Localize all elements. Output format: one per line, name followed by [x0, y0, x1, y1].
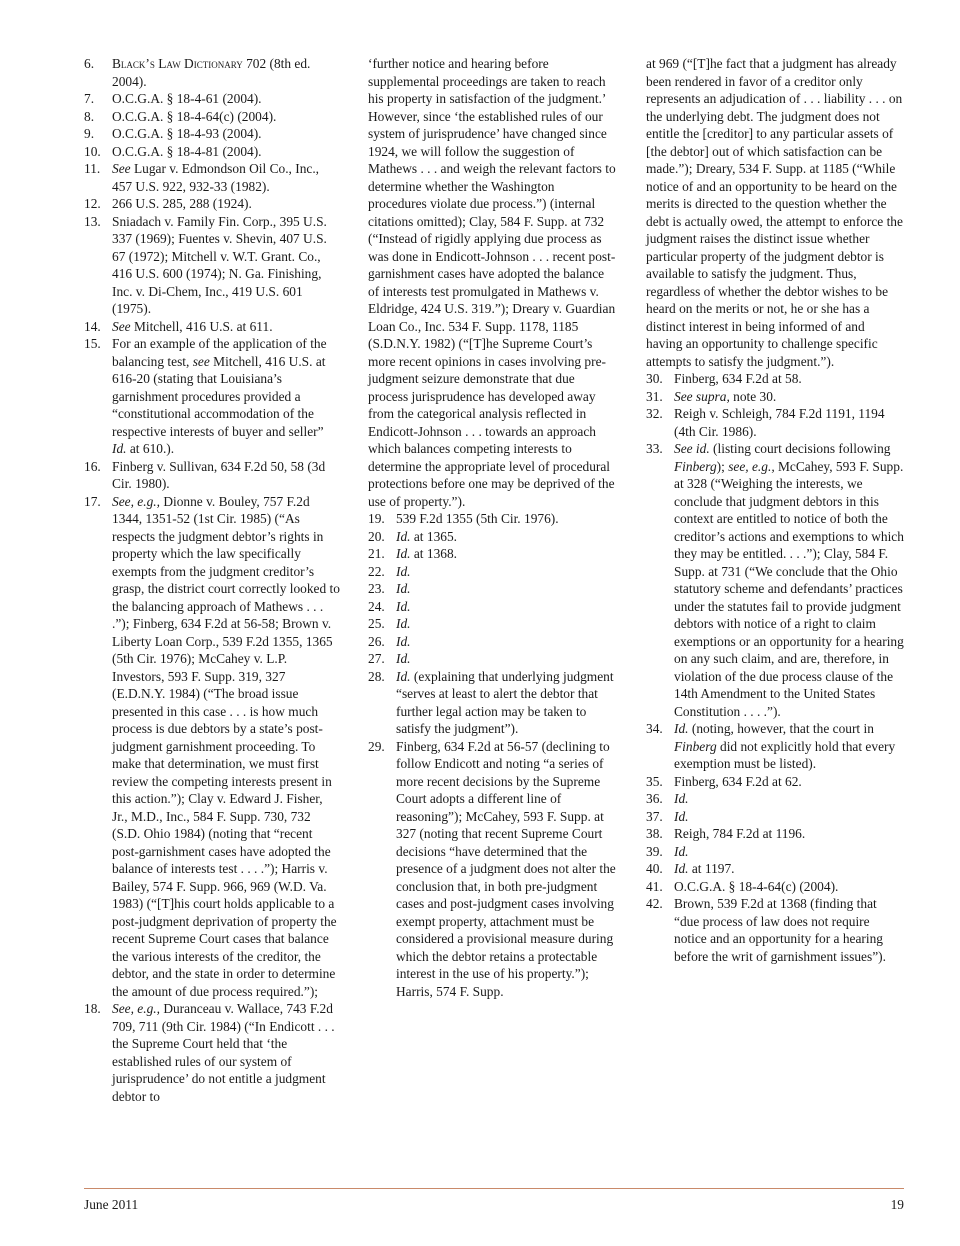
- footnote-35: 35. Finberg, 634 F.2d at 62.: [646, 773, 802, 789]
- footnote-21: 21. Id. at 1368.: [368, 546, 458, 561]
- footnote-40: 40. Id. at 1197.: [646, 861, 735, 876]
- footnote-6: 6. Black’s Law Dictionary 702 (8th ed. 2004).: [84, 56, 311, 89]
- footnote-8: 8. O.C.G.A. § 18-4-64(c) (2004).: [84, 108, 277, 124]
- footnote-42: 42. Brown, 539 F.2d at 1368 (finding that “due process of law does not require notice and an opportunity for a hearing before the writ of garnishment issues”).: [646, 896, 886, 964]
- footnote-13: 13. Sniadach v. Family Fin. Corp., 395 U.S. 337 (1969); Fuentes v. Shevin, 407 U.S. 67 (1972); Mitchell v. W.T. Grant. Co., 416 U.S. 600 (1974); N. Ga. Finishing, Inc. v. Di-Chem, Inc., 419 U.S. 601 (1975).: [84, 213, 327, 316]
- footnote-37: 37. Id.: [646, 808, 689, 824]
- footnote-38: 38. Reigh, 784 F.2d at 1196.: [646, 826, 806, 841]
- footnote-24: 24. Id.: [368, 598, 411, 614]
- footnote-27: 27. Id.: [368, 651, 411, 666]
- footnote-36: 36. Id.: [646, 791, 689, 806]
- column-3: [646, 55, 904, 965]
- footnote-12: 12. 266 U.S. 285, 288 (1924).: [84, 196, 252, 211]
- footnotes-body: [84, 55, 904, 1180]
- footnote-11: 11. See Lugar v. Edmondson Oil Co., Inc., 457 U.S. 922, 932-33 (1982).: [84, 161, 320, 194]
- column-1: [84, 55, 340, 1105]
- footnote-29-continued: at 969 (“[T]he fact that a judgment has already been rendered in favor of a creditor only represents an adjudication of . . . liability . . . on the underlying debt. The judgment does not entitle the [creditor] to any particular assets of [the debtor] out of which satisfaction can be made.”); Dreary, 534 F. Supp. at 1185 (“While notice of and an opportunity to be heard on the merits is directed to the question whether the debt is actually owed, the attempt to enforce the judgment raises the distinct issue whether particular property of the judgment debtor is available to satisfy the judgment. Thus, regardless of whether the debtor wishes to be heard on the merits or not, he or she has a distinct interest in being informed of and having an opportunity to challenge specific attempts to satisfy the judgment.”).: [646, 56, 903, 369]
- footnote-16: 16. Finberg v. Sullivan, 634 F.2d 50, 58 (3d Cir. 1980).: [84, 458, 326, 491]
- page-number: 19: [890, 1197, 904, 1212]
- footnote-10: 10. O.C.G.A. § 18-4-81 (2004).: [84, 143, 262, 159]
- footnote-23: 23. Id.: [368, 581, 411, 596]
- footnote-22: 22. Id.: [368, 563, 411, 579]
- footnote-19: 19. 539 F.2d 1355 (5th Cir. 1976).: [368, 511, 559, 526]
- column-2: [368, 55, 616, 1000]
- footnote-7: 7. O.C.G.A. § 18-4-61 (2004).: [84, 91, 262, 106]
- footnote-39: 39. Id.: [646, 843, 689, 859]
- footnote-18-continued: ‘further notice and hearing before supplemental proceedings are taken to reach his property in satisfaction of the judgment.’ However, since ‘the established rules of our system of jurisprudence’ have changed since 1924, we will follow the suggestion of Mathews . . . and weigh the relevant factors to determine whether the Washington procedures violate due process.”) (internal citations omitted); Clay, 584 F. Supp. at 732 (“Instead of rigidly applying due process as was done in Endicott-Johnson . . . recent post-garnishment cases have adopted the balance of interests test promulgated in Mathews v. Eldridge, 424 U.S. 319.”); Dreary v. Guardian Loan Co., Inc. 534 F. Supp. 1178, 1185 (S.D.N.Y. 1982) (“[T]he Supreme Court’s more recent opinions in cases involving pre-judgment seizure demonstrate that due process jurisprudence has developed away from the categorical analysis reflected in Endicott-Johnson . . . towards an approach which balances competing interests to determine the appropriate level of procedural protections before one may be deprived of the use of property.”).: [368, 56, 616, 509]
- footnote-28: 28. Id. (explaining that underlying judgment “serves at least to alert the debtor that further legal action may be taken to satisfy the judgment”).: [368, 668, 614, 736]
- footnote-33: 33. See id. (listing court decisions following Finberg); see, e.g., McCahey, 593 F. Supp. at 328 (“Weighing the interests, we conclude that judgment debtors in this context are entitled to notice of both the creditor’s actions and exemptions to which they may be entitled. . . .”); Clay, 584 F. Supp. at 731 (“We conclude that the Ohio statutory scheme and defendants’ practices under the statutes fail to provide judgment debtors with notice of a right to claim exemptions or an opportunity for a hearing on any such claim, and are, therefore, in violation of the due process clause of the 14th Amendment to the United States Constitution . . . .”).: [646, 441, 904, 719]
- footnote-32: 32. Reigh v. Schleigh, 784 F.2d 1191, 1194 (4th Cir. 1986).: [646, 406, 885, 439]
- footnote-29: 29. Finberg, 634 F.2d at 56-57 (declining to follow Endicott and noting “a series of more recent decisions by the Supreme Court adopts a different line of reasoning”); McCahey, 593 F. Supp. at 327 (noting that recent Supreme Court decisions “have determined that the presence of a judgment does not alter the conclusion that, in both pre-judgment cases and post-judgment cases involving exempt property, attachment must be considered a provisional measure during which the debtor retains a protectable interest in the use of his property.”); Harris, 574 F. Supp.: [368, 738, 616, 999]
- footnote-41: 41. O.C.G.A. § 18-4-64(c) (2004).: [646, 878, 839, 894]
- footnote-9: 9. O.C.G.A. § 18-4-93 (2004).: [84, 126, 262, 141]
- footnote-15: 15. For an example of the application of the balancing test, see Mitchell, 416 U.S. at 616-20 (stating that Louisiana’s garnishment procedures provided a “constitutional accommodation of the respective interests of buyer and seller” Id. at 610.).: [84, 336, 327, 456]
- footnote-14: 14. See Mitchell, 416 U.S. at 611.: [84, 318, 273, 334]
- footnote-26: 26. Id.: [368, 633, 411, 649]
- footer-date: June 2011: [84, 1197, 139, 1212]
- footnote-25: 25. Id.: [368, 616, 411, 631]
- footnote-31: 31. See supra, note 30.: [646, 388, 777, 404]
- footnote-30: 30. Finberg, 634 F.2d at 58.: [646, 371, 802, 386]
- footnote-17: 17. See, e.g., Dionne v. Bouley, 757 F.2d 1344, 1351-52 (1st Cir. 1985) (“As respects the judgment debtor’s rights in property which the law specifically exempts from the judgment creditor’s grasp, the district court correctly looked to the balancing approach of Mathews . . . .”); Finberg, 634 F.2d at 56-58; Brown v. Liberty Loan Corp., 539 F.2d 1355, 1365 (5th Cir. 1976); McCahey v. L.P. Investors, 593 F. Supp. 319, 327 (E.D.N.Y. 1984) (“The broad issue presented in this case . . . is how much process is due debtors by a state’s post-judgment garnishment proceeding. To make that determination, we must first review the competing interests present in this action.”); Clay v. Edward J. Fisher, Jr., M.D., Inc., 584 F. Supp. 730, 732 (S.D. Ohio 1984) (noting that “recent post-garnishment cases have adopted the balance of interests test . . . .”); Harris v. Bailey, 574 F. Supp. 966, 969 (W.D. Va. 1983) (“[T]his court holds applicable to a post-judgment deprivation of property the recent Supreme Court cases that balance the various interests of the creditor, the debtor, and the state in order to determine the amount of due process required.”);: [84, 493, 340, 999]
- footer-rule: [84, 1188, 904, 1189]
- footnote-20: 20. Id. at 1365.: [368, 528, 458, 544]
- footnote-34: 34. Id. (noting, however, that the court in Finberg did not explicitly hold that every exemption must be listed).: [646, 721, 896, 771]
- footnote-18: 18. See, e.g., Duranceau v. Wallace, 743 F.2d 709, 711 (9th Cir. 1984) (“In Endicott . . . the Supreme Court held that ‘the established rules of our system of jurisprudence’ do not entitle a judgment debtor to: [84, 1001, 335, 1104]
